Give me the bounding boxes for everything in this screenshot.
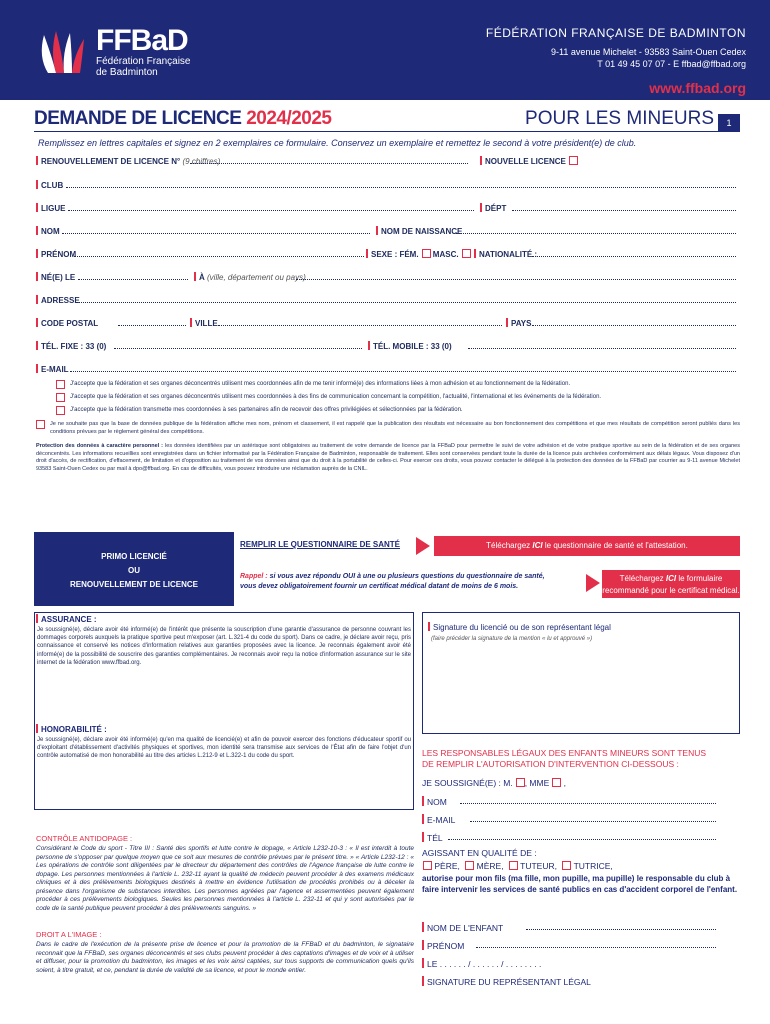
primo-licencie-box: PRIMO LICENCIÉ OU RENOUVELLEMENT DE LICENCE [34, 532, 234, 606]
controle-antidopage-title: CONTRÔLE ANTIDOPAGE : [36, 834, 133, 843]
title-mineurs: POUR LES MINEURS [525, 108, 714, 129]
signature-title: Signature du licencié ou de son représentant légal [428, 622, 611, 632]
nee-le-label: NÉ(E) LE [36, 272, 75, 282]
prenom-input[interactable] [74, 249, 364, 257]
page-title: DEMANDE DE LICENCE 2024/2025 [34, 108, 332, 129]
resp-nom-input[interactable] [460, 796, 716, 804]
resp-tel-label: TÉL [422, 832, 443, 843]
page-number-badge: 1 [718, 114, 740, 132]
logo-subtitle-2: de Badminton [96, 67, 158, 78]
code-postal-input[interactable] [118, 318, 186, 326]
ffbad-logo [34, 26, 191, 78]
consent-1-text: J'accepte que la fédération et ses organes déconcentrés utilisent mes coordonnées afin de me tenir informé(e) des informations liées à mon adhésion et au fonctionnement de la fédération. [70, 381, 571, 387]
federation-website-link[interactable]: www.ffbad.org [649, 80, 746, 96]
assurance-text: Je soussigné(e), déclare avoir été informé(e) de l'intérêt que présente la souscription d'une garantie d'assurance de personne couvrant les dommages corporels auxquels la pratique sportive peut m'exposer (art. L.321-4 du code du sport). Dans ce cadre, je déclare avoir reçu, pris connaissance et conservé les notices d'information relatives aux garanties proposées avec la licence. Je reconnais également avoir été informé(e) de la possibilité de souscrire des garanties complémentaires. Je reconnais avoir reçu la notice d'information assurance sur le site internet de la fédération www.ffbad.org. [37, 627, 411, 666]
email-label: E-MAIL [36, 364, 69, 374]
logo-subtitle-1: Fédération Française [96, 56, 191, 67]
nom-label: NOM [36, 226, 60, 236]
dept-input[interactable] [512, 203, 736, 211]
nationalite-input[interactable] [532, 249, 736, 257]
header-band [0, 0, 770, 100]
resp-email-label: E-MAIL [422, 814, 455, 825]
nom-naissance-input[interactable] [456, 226, 736, 234]
instructions-text: Remplissez en lettres capitales et signez en 2 exemplaires ce formulaire. Conservez un exemplaire et remettez le second à votre président(e) de club. [38, 138, 637, 148]
sexe-fem-checkbox[interactable] [422, 249, 431, 258]
pays-label: PAYS [506, 318, 531, 328]
qualite-tutrice-checkbox[interactable] [562, 861, 571, 870]
email-input[interactable] [70, 364, 736, 372]
responsables-heading: LES RESPONSABLES LÉGAUX DES ENFANTS MINEURS SONT TENUS DE REMPLIR L'AUTORISATION D'INTERVENTION CI-DESSOUS : [422, 748, 707, 769]
federation-phone-email: T 01 49 45 07 07 - E ffbad@ffbad.org [597, 59, 746, 69]
nee-le-input[interactable] [78, 272, 188, 280]
questionnaire-sante-link[interactable]: REMPLIR LE QUESTIONNAIRE DE SANTÉ [240, 540, 401, 549]
logo-name: FFBaD [96, 24, 188, 57]
resp-tel-input[interactable] [448, 832, 716, 840]
prenom-label: PRÉNOM [36, 249, 76, 259]
nom-enfant-input[interactable] [526, 922, 716, 930]
resp-nom-label: NOM [422, 796, 447, 807]
download-questionnaire-button[interactable]: Téléchargez ICI le questionnaire de santé et l'attestation. [434, 536, 740, 556]
nom-enfant-label: NOM DE L'ENFANT [422, 922, 503, 933]
dept-label: DÉPT [480, 203, 506, 213]
federation-contact [486, 26, 746, 96]
tel-fixe-label: TÉL. FIXE : 33 (0) [36, 341, 106, 351]
pays-input[interactable] [532, 318, 736, 326]
tel-fixe-input[interactable] [114, 341, 362, 349]
consent-2-checkbox[interactable] [56, 393, 65, 402]
civilite-m-checkbox[interactable] [516, 778, 525, 787]
renouvellement-label: RENOUVELLEMENT DE LICENCE N° (9 chiffres) [36, 156, 220, 166]
rappel-text: Rappel : si vous avez répondu OUI à une ou plusieurs questions du questionnaire de santé, vous devez obligatoirement fournir un certificat médical datant de moins de 6 mois. [240, 573, 545, 590]
season-year: 2024/2025 [246, 108, 332, 129]
date-label: LE . . . . . . / . . . . . . / . . . . . . . . [422, 958, 541, 969]
sexe-masc-label: MASC. [432, 250, 459, 259]
ville-label: VILLE [190, 318, 218, 328]
honorabilite-title: HONORABILITÉ : [36, 724, 107, 734]
droit-image-text: Dans le cadre de l'exécution de la présente prise de licence et pour la promotion de la FFBaD et du badminton, le signataire reconnait que la FFBaD, ses organes déconcentrés et ses clubs peuvent procéder à des captations d'images et de voix et à utiliser et diffuser, pour la promotion du badminton, les images et les voix ainsi captées, sur tous supports de communication quels qu'ils soient, à titre gratuit, et ce, pendant la durée de validité de sa licence, et pour le monde entier. [36, 941, 414, 974]
title-divider [34, 131, 740, 132]
title-row [34, 104, 740, 130]
ligue-input[interactable] [68, 203, 474, 211]
resp-email-input[interactable] [470, 814, 716, 822]
nouvelle-licence-label: NOUVELLE LICENCE [480, 156, 578, 166]
tel-mobile-label: TÉL. MOBILE : 33 (0) [368, 341, 452, 351]
sexe-label: SEXE : FÉM. MASC. [366, 249, 471, 259]
controle-antidopage-text: Considérant le Code du sport - Titre III : Santé des sportifs et lutte contre le dopage, « Article L232-10-3 : « Il est interdit à toute personne de s'opposer par quelque moyen que ce soit aux mesures de contrôle prévues par le présent titre. » « Article L232-12 : « Les opérations de contrôle sont diligentées par le directeur du département des contrôles de l'Agence française de lutte contre le dopage. Les personnes mentionnées à l'article L. 232-11 ayant la qualité de médecin peuvent procéder à des examens médicaux cliniques et à des prélèvements biologiques destinés à mettre en évidence l'utilisation de procédés prohibés ou à déceler la présence dans l'organisme de substances interdites. Les personnes agréées par l'agence et assermentées peuvent également procéder à ces prélèvements biologiques. Seules les personnes mentionnées à l'article L. 232-11 et qui y sont autorisées par le code de la santé publique peuvent procéder à des prélèvements sanguins. » [36, 845, 414, 912]
autorisation-text: autorise pour mon fils (ma fille, mon pupille, ma pupille) le responsable du club à faire intervenir les services de santé publics en cas d'accident corporel de l'enfant. [422, 874, 738, 894]
adresse-label: ADRESSE [36, 295, 80, 305]
nom-naissance-label: NOM DE NAISSANCE [376, 226, 462, 236]
signature-hint: (faire précéder la signature de la mention « lu et approuvé ») [431, 636, 593, 642]
nom-input[interactable] [62, 226, 370, 234]
civilite-mme-checkbox[interactable] [552, 778, 561, 787]
consent-3-checkbox[interactable] [56, 406, 65, 415]
soussigne-label: JE SOUSSIGNÉ(E) : M. , MME , [422, 778, 566, 788]
agissant-label: AGISSANT EN QUALITÉ DE : [422, 848, 537, 858]
qualite-pere-checkbox[interactable] [423, 861, 432, 870]
tel-mobile-input[interactable] [468, 341, 736, 349]
consent-2-text: J'accepte que la fédération et ses organes déconcentrés utilisent mes coordonnées à des fins de communication concernant la compétition, l'actualité, l'international et les événements de la fédération. [70, 394, 602, 400]
federation-address: 9-11 avenue Michelet - 93583 Saint-Ouen Cedex [551, 47, 746, 57]
nationalite-label: NATIONALITÉ : [474, 249, 537, 259]
resp-prenom-input[interactable] [476, 940, 716, 948]
renouvellement-input[interactable] [190, 156, 468, 164]
qualite-mere-checkbox[interactable] [465, 861, 474, 870]
lieu-naissance-input[interactable] [296, 272, 736, 280]
droit-image-title: DROIT A L'IMAGE : [36, 930, 102, 939]
sexe-masc-checkbox[interactable] [462, 249, 471, 258]
federation-name: FÉDÉRATION FRANÇAISE DE BADMINTON [485, 26, 746, 40]
consent-3-text: J'accepte que la fédération transmette mes coordonnées à ses partenaires afin de recevoir des offres privilégiées et sélectionnées par la fédération. [70, 407, 463, 413]
signature-representant-label: SIGNATURE DU REPRÉSENTANT LÉGAL [422, 976, 591, 987]
honorabilite-text: Je soussigné(e), déclare avoir été informé(e) qu'en ma qualité de licencié(e) et afin de pouvoir exercer des fonctions d'éducateur sportif ou d'exploitant d'établissement d'activités physiques et sportives, mon identité sera transmise aux services de l'État afin de faire l'objet d'un contrôle automatisé de mon honorabilité au titre des articles L.212-9 et L.322-1 du code du sport. [37, 737, 411, 760]
nouvelle-licence-checkbox[interactable] [569, 156, 578, 165]
rgpd-paragraph: Protection des données à caractère personnel : les données identifiées par un astérisque sont obligatoires au traitement de votre demande de licence par la FFBaD pour permettre le suivi de votre adhésion et de votre pratique sportive au sein de la fédération et de ses organes déconcentrés. Les informations recueillies sont enregistrées dans un fichier informatisé par la Fédération Française de Badminton, responsable de traitement. Elles sont conservées pendant toute la durée de la licence puis archivées conformément aux délais légaux. Vous disposez d'un droit d'accès, de rectification, d'effacement, de limitation et d'opposition au traitement de vos données ainsi que du droit à la portabilité de celles-ci. Pour exercer ces droits, vous pouvez contacter le délégué à la protection des données de la FFBaD par courrier au 9-11 avenue Michelet 93583 Saint-Ouen Cedex ou par mail à dpo@ffbad.org. En cas de difficultés, vous pouvez introduire une réclamation auprès de la CNIL. [36, 443, 740, 472]
adresse-input[interactable] [76, 295, 736, 303]
resp-prenom-label: PRÉNOM [422, 940, 464, 951]
assurance-title: ASSURANCE : [36, 614, 97, 624]
qualite-tuteur-checkbox[interactable] [509, 861, 518, 870]
consent-1-checkbox[interactable] [56, 380, 65, 389]
code-postal-label: CODE POSTAL [36, 318, 98, 328]
arrow-right-icon [416, 537, 430, 555]
shuttlecock-logo-icon [34, 27, 92, 77]
download-certificat-button[interactable]: Téléchargez ICI le formulaire recommandé pour le certificat médical. [602, 570, 740, 598]
club-label: CLUB [36, 180, 63, 190]
lieu-naissance-label: À (ville, département ou pays) [194, 272, 306, 282]
qualite-options: PÈRE, MÈRE, TUTEUR, TUTRICE, [420, 861, 613, 871]
classement-consent-text: Je ne souhaite pas que la base de données publique de la fédération affiche mes nom, prénom et classement, il est rappelé que la publication des résultats est nécessaire au bon fonctionnement des compétitions et que mes résultats de compétition seront publiés dans les conditions prévues par le règlement général des compétitions. [50, 421, 740, 435]
ville-input[interactable] [218, 318, 502, 326]
club-input[interactable] [66, 180, 736, 188]
ligue-label: LIGUE [36, 203, 65, 213]
classement-consent-checkbox[interactable] [36, 420, 45, 429]
arrow-right-icon [586, 574, 600, 592]
